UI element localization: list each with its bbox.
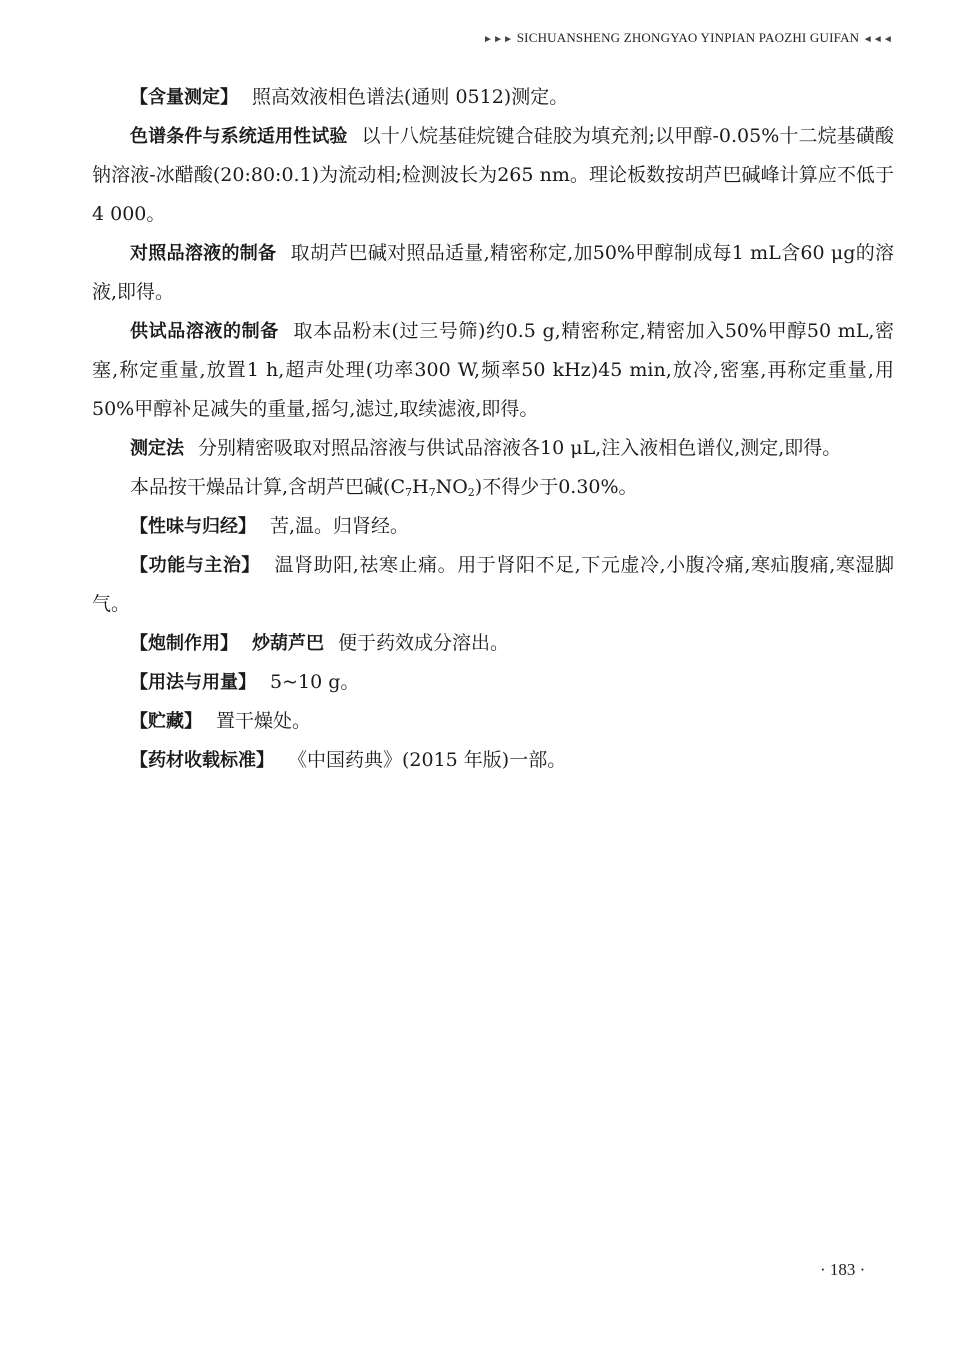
assay-text: 照高效液相色谱法(通则 0512)测定。 — [252, 86, 569, 108]
standard-paragraph — [92, 741, 894, 780]
test-solution-paragraph — [92, 312, 894, 429]
chromatography-label: 色谱条件与系统适用性试验 — [130, 126, 348, 147]
limit-text-mid-2: NO — [435, 476, 468, 498]
function-label: 【功能与主治】 — [130, 555, 260, 576]
function-text: 温肾助阳,祛寒止痛。用于肾阳不足,下元虚冷,小腹冷痛,寒疝腹痛,寒湿脚气。 — [92, 554, 894, 615]
running-header — [483, 30, 893, 46]
limit-sub-1: 7 — [405, 486, 412, 499]
chromatography-text: 以十八烷基硅烷键合硅胶为填充剂;以甲醇-0.05%十二烷基磺酸钠溶液-冰醋酸(20:80:0.1)为流动相;检测波长为265 nm。理论板数按胡芦巴碱峰计算应不低于4 000。 — [92, 125, 895, 225]
test-solution-label: 供试品溶液的制备 — [130, 321, 279, 342]
processing-sublabel: 炒葫芦巴 — [252, 633, 324, 654]
processing-label: 【炮制作用】 — [130, 633, 238, 654]
limit-sub-2: 7 — [428, 486, 436, 499]
reference-paragraph — [92, 234, 894, 312]
page-content — [92, 78, 894, 780]
nature-label: 【性味与归经】 — [130, 516, 256, 537]
method-paragraph — [92, 429, 894, 468]
limit-text-mid-1: H — [412, 476, 429, 498]
dosage-paragraph — [92, 663, 894, 702]
function-paragraph — [92, 546, 894, 624]
method-label: 测定法 — [130, 438, 184, 459]
storage-label: 【贮藏】 — [130, 711, 202, 732]
dosage-text: 5~10 g。 — [270, 671, 360, 693]
processing-text: 便于药效成分溶出。 — [338, 632, 510, 654]
assay-paragraph — [92, 78, 894, 117]
header-title: SICHUANSHENG ZHONGYAO YINPIAN PAOZHI GUIFAN — [516, 30, 860, 45]
method-text: 分别精密吸取对照品溶液与供试品溶液各10 μL,注入液相色谱仪,测定,即得。 — [198, 437, 842, 459]
reference-text: 取胡芦巴碱对照品适量,精密称定,加50%甲醇制成每1 mL含60 μg的溶液,即得。 — [92, 242, 894, 303]
limit-sub-3: 2 — [467, 486, 475, 499]
limit-paragraph — [92, 468, 894, 507]
header-arrows-left: ►►► — [482, 34, 514, 45]
test-solution-text: 取本品粉末(过三号筛)约0.5 g,精密称定,精密加入50%甲醇50 mL,密塞,称定重量,放置1 h,超声处理(功率300 W,频率50 kHz)45 min,放冷,密塞,再称定重量,用50%甲醇补足减失的重量,摇匀,滤过,取续滤液,即得。 — [92, 320, 894, 420]
assay-label: 【含量测定】 — [130, 87, 238, 108]
limit-text-before: 本品按干燥品计算,含胡芦巴碱(C — [130, 476, 405, 498]
standard-text: 《中国药典》(2015 年版)一部。 — [288, 749, 567, 771]
limit-text-after: )不得少于0.30%。 — [474, 476, 638, 498]
storage-text: 置干燥处。 — [216, 710, 312, 732]
storage-paragraph — [92, 702, 894, 741]
reference-label: 对照品溶液的制备 — [130, 243, 277, 264]
processing-paragraph — [92, 624, 894, 663]
header-arrows-right: ◄◄◄ — [862, 34, 893, 45]
standard-label: 【药材收载标准】 — [130, 750, 274, 771]
page-number: · 183 · — [820, 1260, 866, 1279]
dosage-label: 【用法与用量】 — [130, 672, 256, 693]
chromatography-paragraph — [92, 117, 894, 234]
nature-text: 苦,温。归肾经。 — [270, 515, 410, 537]
nature-paragraph — [92, 507, 894, 546]
